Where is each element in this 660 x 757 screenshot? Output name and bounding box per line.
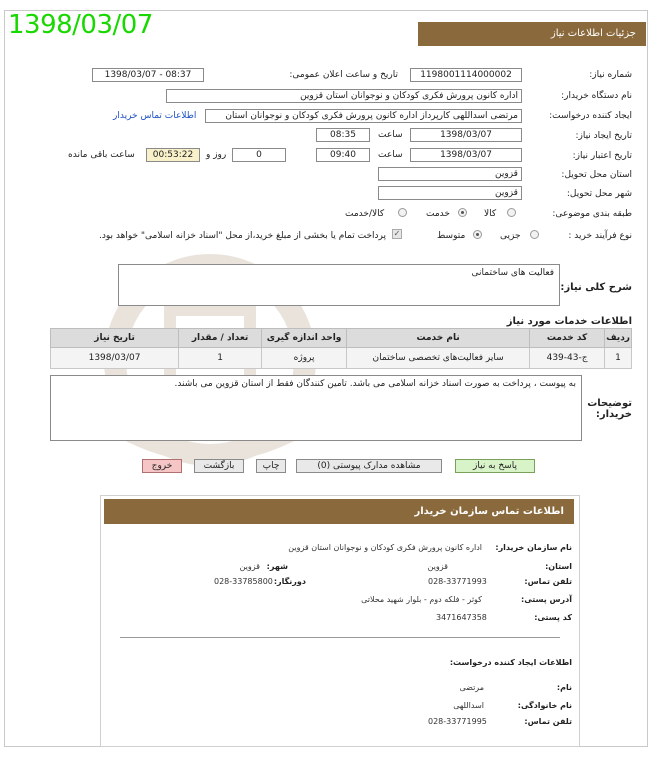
summary-label: شرح کلی نیاز: bbox=[560, 282, 632, 293]
announce-label: تاریخ و ساعت اعلان عمومی: bbox=[289, 70, 398, 80]
validity-time-field[interactable]: 09:40 bbox=[316, 148, 370, 162]
contact-address-value: کوثر - فلکه دوم - بلوار شهید محلاتی bbox=[361, 595, 482, 604]
creator-phone-value: 028-33771995 bbox=[428, 717, 487, 726]
services-header-row bbox=[51, 329, 632, 348]
cell-quantity: 1 bbox=[179, 348, 262, 369]
contact-province-label: استان: bbox=[545, 562, 572, 571]
contact-org-value: اداره کانون پرورش فکری کودکان و نوجوانان استان قزوین bbox=[288, 543, 482, 552]
creator-phone-label: تلفن تماس: bbox=[524, 717, 572, 726]
creator-family-value: اسداللهی bbox=[453, 701, 484, 710]
validity-date-field[interactable]: 1398/03/07 bbox=[410, 148, 522, 162]
back-button[interactable]: بازگشت bbox=[194, 459, 244, 473]
category-option-service: خدمت bbox=[426, 209, 450, 219]
remaining-time-field: 00:53:22 bbox=[146, 148, 200, 162]
reply-button[interactable]: پاسخ به نیاز bbox=[455, 459, 535, 473]
services-table-wrap bbox=[50, 328, 632, 369]
need-number-field[interactable]: 1198001114000002 bbox=[410, 68, 522, 82]
validity-label: تاریخ اعتبار نیاز: bbox=[572, 151, 632, 161]
contact-postal-value: 3471647358 bbox=[436, 613, 487, 622]
overlay-date: 1398/03/07 bbox=[8, 10, 153, 40]
print-button[interactable]: چاپ bbox=[256, 459, 286, 473]
contact-fax-label: دورنگار: bbox=[273, 577, 306, 586]
creator-info-title: اطلاعات ایجاد کننده درخواست: bbox=[449, 658, 572, 667]
days-label: روز و bbox=[206, 150, 227, 160]
province-label: استان محل تحویل: bbox=[561, 170, 632, 180]
col-need-date: تاریخ نیاز bbox=[51, 329, 179, 348]
remaining-label: ساعت باقی مانده bbox=[68, 150, 135, 160]
col-service-code: کد خدمت bbox=[530, 329, 605, 348]
created-time-label: ساعت bbox=[378, 130, 403, 140]
contact-postal-label: کد پستی: bbox=[534, 613, 572, 622]
contact-address-label: آدرس پستی: bbox=[521, 595, 572, 604]
creator-label: ایجاد کننده درخواست: bbox=[549, 111, 632, 121]
treasury-checkbox[interactable]: ✓ bbox=[393, 229, 401, 238]
process-option-medium: متوسط bbox=[437, 231, 466, 241]
notes-textarea[interactable] bbox=[50, 375, 582, 441]
category-label: طبقه بندی موضوعی: bbox=[552, 209, 632, 219]
contact-city-label: شهر: bbox=[266, 562, 288, 571]
announce-field[interactable]: 1398/03/07 - 08:37 bbox=[92, 68, 204, 82]
cell-unit: پروژه bbox=[262, 348, 347, 369]
contact-phone-value: 028-33771993 bbox=[428, 577, 487, 586]
category-option-goods: کالا bbox=[484, 209, 497, 219]
contact-province-value: قزوین bbox=[427, 562, 448, 571]
process-label: نوع فرآیند خرید : bbox=[568, 231, 632, 241]
category-radio-goods[interactable] bbox=[507, 208, 516, 217]
col-row: ردیف bbox=[605, 329, 632, 348]
city-field[interactable]: قزوین bbox=[378, 186, 522, 200]
page-header-bar bbox=[418, 22, 646, 46]
summary-textarea[interactable] bbox=[118, 264, 560, 306]
cell-service-code: ج-43-439 bbox=[530, 348, 605, 369]
services-table bbox=[50, 328, 632, 369]
col-quantity: تعداد / مقدار bbox=[179, 329, 262, 348]
category-radio-service[interactable] bbox=[458, 208, 467, 217]
cell-service-name: سایر فعالیت‌های تخصصی ساختمان bbox=[347, 348, 530, 369]
contact-fax-value: 028-33785800 bbox=[214, 577, 273, 586]
contact-info-link[interactable]: اطلاعات تماس خریدار bbox=[113, 111, 197, 121]
summary-text: فعالیت های ساختمانی bbox=[471, 268, 554, 278]
category-radio-goods-service[interactable] bbox=[398, 208, 407, 217]
contact-phone-label: تلفن تماس: bbox=[524, 577, 572, 586]
notes-label: توضیحات خریدار: bbox=[587, 398, 632, 420]
contact-card-title: اطلاعات تماس سازمان خریدار bbox=[414, 506, 564, 517]
created-time-field[interactable]: 08:35 bbox=[316, 128, 370, 142]
category-option-goods-service: کالا/خدمت bbox=[345, 209, 385, 219]
col-service-name: نام خدمت bbox=[347, 329, 530, 348]
creator-field[interactable]: مرتضی اسداللهی کارپرداز اداره کانون پرورش فکری کودکان و نوجوانان استان bbox=[205, 109, 522, 123]
city-label: شهر محل تحویل: bbox=[566, 189, 632, 199]
creator-name-value: مرتضی bbox=[459, 683, 484, 692]
buyer-org-label: نام دستگاه خریدار: bbox=[561, 91, 632, 101]
process-radio-minor[interactable] bbox=[530, 230, 539, 239]
page-title: جزئیات اطلاعات نیاز bbox=[550, 28, 636, 39]
cell-row: 1 bbox=[605, 348, 632, 369]
created-date-field[interactable]: 1398/03/07 bbox=[410, 128, 522, 142]
services-title: اطلاعات خدمات مورد نیاز bbox=[506, 316, 632, 327]
created-date-label: تاریخ ایجاد نیاز: bbox=[575, 131, 632, 141]
col-unit: واحد اندازه گیری bbox=[262, 329, 347, 348]
buyer-org-field[interactable]: اداره کانون پرورش فکری کودکان و نوجوانان استان قزوین bbox=[166, 89, 522, 103]
treasury-note: پرداخت تمام یا بخشی از مبلغ خرید،از محل "اسناد خزانه اسلامی" خواهد بود. bbox=[98, 231, 386, 241]
province-field[interactable]: قزوین bbox=[378, 167, 522, 181]
contact-city-value: قزوین bbox=[239, 562, 260, 571]
need-number-label: شماره نیاز: bbox=[589, 70, 632, 80]
notes-text: به پیوست ، پرداخت به صورت اسناد خزانه اسلامی می باشد. تامین کنندگان فقط از استان قزوین می باشند. bbox=[174, 379, 576, 389]
cell-need-date: 1398/03/07 bbox=[51, 348, 179, 369]
days-remaining-field[interactable]: 0 bbox=[232, 148, 286, 162]
attachments-button[interactable]: مشاهده مدارک پیوستی (0) bbox=[296, 459, 442, 473]
contact-card bbox=[100, 495, 580, 747]
table-row[interactable] bbox=[51, 348, 632, 369]
exit-button[interactable]: خروج bbox=[142, 459, 182, 473]
creator-name-label: نام: bbox=[556, 683, 572, 692]
validity-time-label: ساعت bbox=[378, 150, 403, 160]
contact-card-header bbox=[104, 499, 574, 524]
process-radio-medium[interactable] bbox=[473, 230, 482, 239]
contact-divider bbox=[120, 637, 560, 638]
creator-family-label: نام خانوادگی: bbox=[517, 701, 572, 710]
contact-org-label: نام سازمان خریدار: bbox=[495, 543, 572, 552]
process-option-minor: جزیی bbox=[500, 231, 521, 241]
